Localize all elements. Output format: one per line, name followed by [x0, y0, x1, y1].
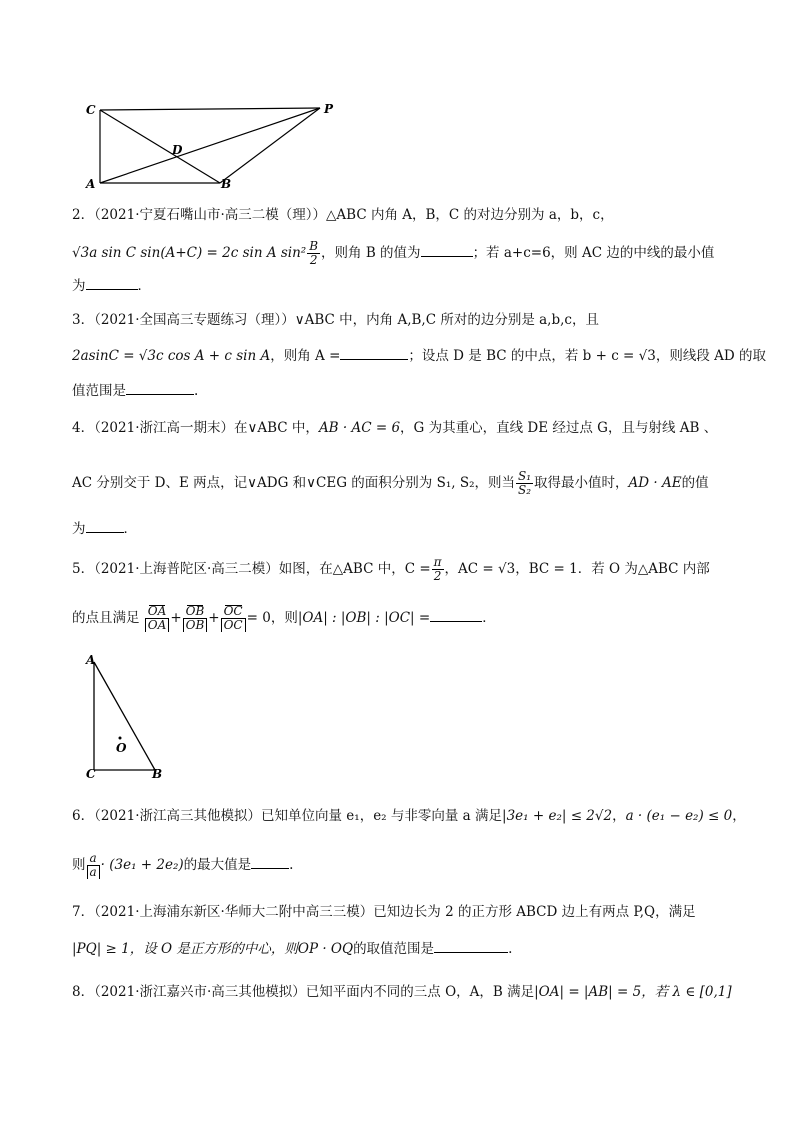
problem-text: ，若 λ ∈ [0,1] — [641, 984, 732, 1000]
problem-number: 8． — [72, 984, 95, 1000]
magnitude-oc: OC — [221, 619, 246, 632]
problem-4-line-2 — [72, 470, 709, 497]
magnitude-oa: OA — [145, 619, 170, 632]
problem-text: 值范围是 — [72, 383, 126, 399]
problem-number: 5． — [72, 561, 95, 577]
problem-5-line-1 — [72, 556, 710, 583]
problem-3-line-1 — [72, 310, 599, 330]
problem-text: 为 — [72, 521, 86, 537]
label-o: O — [116, 741, 127, 755]
problem-text: ，则角 A = — [270, 348, 341, 364]
vector-dot-expression: AB · AC = 6 — [318, 420, 401, 436]
problem-7-line-2 — [72, 938, 512, 959]
problem-text: 则 — [72, 857, 86, 873]
answer-blank[interactable] — [430, 607, 482, 622]
problem-2-line-1 — [72, 205, 614, 225]
problem-number: 6． — [72, 808, 95, 824]
vector-dot-expression: OP · OQ — [297, 941, 354, 957]
problem-source: （2021·浙江嘉兴市·高三其他模拟） — [94, 984, 306, 1000]
vector-ob: OB — [185, 604, 205, 618]
problem-text: AC 分别交于 D、E 两点，记∨ADG 和∨CEG 的面积分别为 S₁, S₂，则当 — [72, 475, 515, 491]
vector-oc: OC — [223, 604, 243, 618]
problem-number: 3． — [72, 312, 95, 328]
answer-blank[interactable] — [434, 938, 508, 953]
answer-blank[interactable] — [340, 345, 408, 360]
problem-text: ，则 — [270, 610, 298, 626]
label-b: B — [152, 767, 163, 781]
problem-8-line-1 — [72, 982, 732, 1002]
label-a: A — [86, 177, 96, 191]
problem-number: 7． — [72, 904, 95, 920]
problem-text: ∨ABC 中，内角 A,B,C 所对的边分别是 a,b,c，且 — [294, 312, 599, 328]
numerator: π — [433, 555, 442, 569]
problem-text: ． — [482, 610, 496, 626]
problem-text: 如图，在△ABC 中，C = — [278, 561, 431, 577]
formula: 2asinC = √3c cos A + c sin A — [72, 348, 271, 364]
problem-source: （2021·宁夏石嘴山市·高三二模（理）） — [94, 207, 327, 223]
problem-text: ；若 a+c=6，则 AC 边的中线的最小值 — [472, 245, 715, 261]
problem-text: 已知单位向量 e₁，e₂ 与非零向量 a 满足 — [261, 808, 503, 824]
problem-text: ， — [612, 808, 626, 824]
fraction — [432, 556, 444, 583]
problem-text: |PQ| ≥ 1，设 O 是正方形的中心，则 — [72, 941, 298, 957]
problem-4-line-3 — [72, 518, 137, 539]
denominator: 2 — [309, 253, 318, 267]
problem-text: 取得最小值时， — [534, 475, 629, 491]
dot-expression: · (3e₁ + 2e₂) — [100, 857, 184, 873]
problem-text: 在∨ABC 中， — [234, 420, 319, 436]
formula: √3a sin C sin(A+C) = 2c sin A sin² — [72, 245, 307, 261]
label-c: C — [86, 767, 96, 781]
unit-vector-oa — [145, 605, 170, 632]
problem-text: ， — [732, 808, 746, 824]
vector-dot-expression: AD · AE — [628, 475, 682, 491]
label-c: C — [86, 103, 96, 117]
label-d: D — [172, 143, 183, 157]
problem-3-line-2 — [72, 345, 766, 366]
problem-text: 的取值范围是 — [353, 941, 435, 957]
fraction — [307, 240, 320, 267]
problem-text: 的最大值是 — [183, 857, 252, 873]
problem-text: ，G 为其重心，直线 DE 经过点 G，且与射线 AB 、 — [400, 420, 718, 436]
problem-4-line-1 — [72, 418, 717, 438]
vector-oa: OA — [147, 604, 167, 618]
problem-text: ． — [123, 521, 137, 537]
label-p: P — [324, 102, 334, 116]
problem-text: . — [508, 941, 513, 957]
problem-6-line-1 — [72, 806, 746, 826]
problem-text: . — [194, 383, 199, 399]
problem-text: ，AC = √3，BC = 1．若 O 为△ABC 内部 — [444, 561, 710, 577]
answer-blank[interactable] — [86, 518, 124, 533]
problem-number: 2． — [72, 207, 95, 223]
zero-vector: = 0 — [246, 610, 271, 626]
problem-text: △ABC 内角 A，B，C 的对边分别为 a，b，c， — [326, 207, 614, 223]
numerator: B — [309, 239, 319, 253]
unit-vector-a: $\frac{a}{a}$ — [87, 852, 100, 879]
label-a: A — [86, 653, 96, 667]
denominator: S₂ — [518, 483, 532, 497]
problem-3-line-3 — [72, 380, 198, 401]
magnitude-expression: |OA| = |AB| = 5 — [534, 984, 642, 1000]
problem-text: ． — [137, 278, 151, 294]
numerator: S₁ — [518, 469, 532, 483]
problem-source: （2021·浙江高一期末） — [94, 420, 234, 436]
answer-blank[interactable] — [86, 275, 138, 290]
unit-vector-oc — [221, 605, 246, 632]
problem-text: . — [289, 857, 294, 873]
figure-triangle-cpab — [80, 98, 350, 198]
problem-text: 已知边长为 2 的正方形 ABCD 边上有两点 P,Q，满足 — [373, 904, 696, 920]
problem-5-line-2: 的点且满足 $\frac{OA}{OA}$ + $\frac{OB}{OB}$ + $\frac{OC}{OC}$ = 0，则|OA| : |OB| : |OC| = ． — [72, 604, 496, 632]
problem-text: 已知平面内不同的三点 O，A，B 满足 — [305, 984, 535, 1000]
problem-source: （2021·上海普陀区·高三二模） — [94, 561, 279, 577]
magnitude-ob: OB — [183, 619, 208, 632]
problem-7-line-1 — [72, 902, 696, 922]
problem-text: ，则角 B 的值为 — [321, 245, 421, 261]
answer-blank[interactable] — [251, 854, 289, 869]
problem-source: （2021·全国高三专题练习（理）） — [94, 312, 295, 328]
answer-blank[interactable] — [421, 242, 473, 257]
problem-number: 4． — [72, 420, 95, 436]
problem-text: 为 — [72, 278, 86, 294]
answer-blank[interactable] — [126, 380, 194, 395]
inequality: a · (e₁ − e₂) ≤ 0 — [625, 808, 733, 824]
problem-text: 的点且满足 — [72, 610, 140, 626]
problem-2-line-3 — [72, 275, 151, 296]
unit-vector-ob — [183, 605, 208, 632]
problem-text: ；设点 D 是 BC 的中点，若 b + c = √3，则线段 AD 的取 — [408, 348, 767, 364]
problem-6-line-2 — [72, 852, 293, 879]
problem-source: （2021·上海浦东新区·华师大二附中高三三模） — [94, 904, 374, 920]
label-b: B — [221, 177, 232, 191]
inequality: |3e₁ + e₂| ≤ 2√2 — [502, 808, 613, 824]
problem-text: 的值 — [681, 475, 709, 491]
ratio-expression: |OA| : |OB| : |OC| = — [297, 610, 431, 626]
problem-source: （2021·浙江高三其他模拟） — [94, 808, 261, 824]
problem-2-line-2 — [72, 240, 714, 267]
figure-right-triangle-aco — [80, 652, 180, 782]
denominator: 2 — [433, 569, 442, 583]
fraction — [516, 470, 533, 497]
